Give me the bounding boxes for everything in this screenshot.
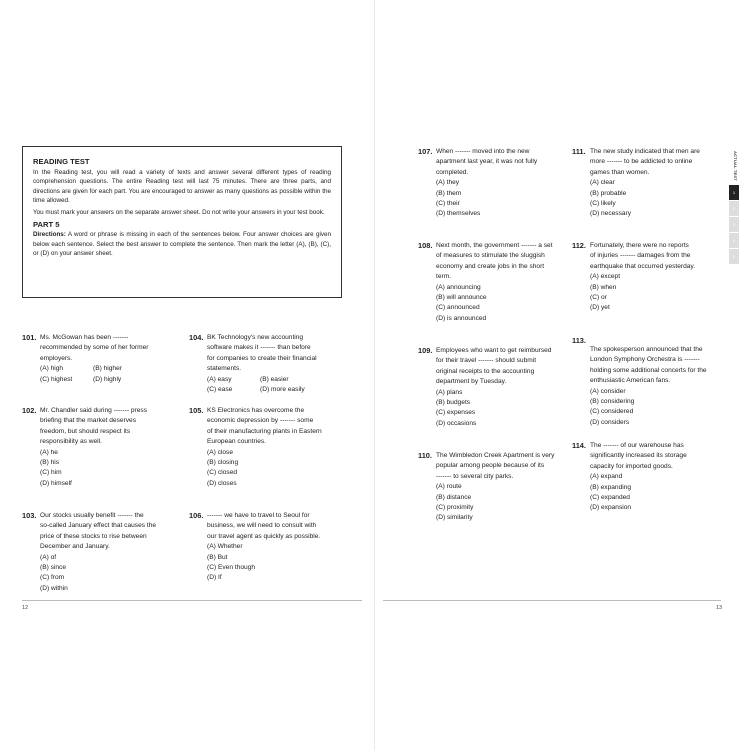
- option-c[interactable]: (C) highest: [40, 375, 73, 383]
- question-line: original receipts to the accounting: [436, 367, 535, 375]
- question-number: 108.: [418, 241, 433, 250]
- option-a[interactable]: (A) easy: [207, 375, 232, 383]
- question-line: for their travel ------- should submit: [436, 357, 537, 365]
- option-b[interactable]: (B) since: [40, 564, 67, 572]
- question-line: employers.: [40, 354, 73, 362]
- part-heading: PART 5: [33, 220, 60, 230]
- question-line: economy and create jobs in the short: [436, 262, 545, 270]
- question-number: 110.: [418, 451, 432, 460]
- question-line: London Symphony Orchestra is -------: [590, 356, 700, 364]
- option-a[interactable]: (A) he: [40, 448, 58, 456]
- option-b[interactable]: (B) budgets: [436, 399, 471, 407]
- option-c[interactable]: (C) expanded: [590, 494, 630, 502]
- option-c[interactable]: (C) ease: [207, 386, 233, 394]
- question-line: our travel agent as quickly as possible.: [207, 532, 321, 540]
- question-line: BK Technology's new accounting: [207, 334, 304, 341]
- question-line: price of these stocks to rise between: [40, 532, 147, 540]
- option-c[interactable]: (C) Even though: [207, 564, 256, 572]
- question-line: enthusiastic American fans.: [590, 377, 671, 385]
- question-line: The ------- of our warehouse has: [590, 442, 684, 449]
- question-line: more ------- to be addicted to online: [590, 158, 693, 166]
- question-line: of their manufacturing plants in Eastern: [207, 427, 322, 435]
- question-number: 109.: [418, 346, 433, 355]
- footer-rule: [383, 600, 721, 601]
- option-c[interactable]: (C) proximity: [436, 504, 474, 512]
- option-b[interactable]: (B) considering: [590, 398, 635, 406]
- page-number: 12: [22, 605, 29, 611]
- question-number: 101.: [22, 333, 37, 342]
- section-tab-label: ACTUAL TEST: [733, 151, 738, 181]
- option-b[interactable]: (B) will announce: [436, 294, 487, 302]
- option-a[interactable]: (A) announcing: [436, 283, 481, 291]
- option-c[interactable]: (C) likely: [590, 200, 616, 208]
- option-a[interactable]: (A) they: [436, 179, 460, 187]
- right-page: [375, 0, 750, 750]
- question-number: 104.: [189, 333, 204, 342]
- instructions-paragraph-1: In the Reading test, you will read a variety of texts and answer several different types of reading comprehension questions. The entire Reading test will last 75 minutes. There are three parts, and directions are given for each part. You are encouraged to answer as many questions as possible within the time allowed.: [33, 169, 331, 204]
- option-d[interactable]: (D) within: [40, 584, 68, 592]
- option-d[interactable]: (D) highly: [93, 375, 122, 383]
- directions-text: [33, 230, 331, 258]
- option-c[interactable]: (C) their: [436, 200, 460, 208]
- option-d[interactable]: (D) more easily: [260, 386, 305, 394]
- question-line: December and January.: [40, 543, 110, 551]
- question-number: 112.: [572, 241, 586, 250]
- option-b[interactable]: (B) higher: [93, 365, 122, 373]
- question-line: recommended by some of her former: [40, 344, 149, 352]
- instructions-box: [22, 146, 342, 298]
- option-c[interactable]: (C) announced: [436, 304, 480, 312]
- instructions-paragraph-2: You must mark your answers on the separate answer sheet. Do not write your answers in your test book.: [33, 209, 325, 217]
- option-b[interactable]: (B) expanding: [590, 483, 632, 491]
- question-number: 102.: [22, 406, 37, 415]
- question-line: Next month, the government ------- a set: [436, 242, 553, 249]
- question-line: completed.: [436, 168, 469, 176]
- question-number: 106.: [189, 511, 204, 520]
- option-a[interactable]: (A) clear: [590, 179, 615, 187]
- question-line: ------- we have to travel to Seoul for: [207, 512, 310, 519]
- question-line: department by Tuesday.: [436, 378, 507, 386]
- question-line: apartment last year, it was not fully: [436, 158, 538, 166]
- question-line: economic depression by ------- some: [207, 417, 314, 425]
- option-a[interactable]: (A) expand: [590, 473, 623, 481]
- option-c[interactable]: (C) him: [40, 469, 62, 477]
- option-b[interactable]: (B) closing: [207, 459, 239, 467]
- question-line: so-called January effect that causes the: [40, 522, 157, 530]
- option-d[interactable]: (D) similarity: [436, 514, 473, 522]
- option-d[interactable]: (D) occasions: [436, 419, 477, 427]
- question-number: 105.: [189, 406, 204, 415]
- question-line: Ms. McGowan has been -------: [40, 334, 129, 341]
- option-b[interactable]: (B) when: [590, 283, 617, 291]
- question-number: 114.: [572, 441, 586, 450]
- option-b[interactable]: (B) them: [436, 189, 462, 197]
- option-d[interactable]: (D) If: [207, 574, 222, 582]
- section-tab-item-3[interactable]: 3: [729, 217, 739, 232]
- question-line: of measures to stimulate the sluggish: [436, 252, 545, 260]
- option-c[interactable]: (C) considered: [590, 408, 634, 416]
- option-d[interactable]: (D) is announced: [436, 314, 487, 322]
- option-a[interactable]: (A) route: [436, 483, 462, 491]
- question-line: ------- to several city parks.: [436, 472, 514, 480]
- question-line: business, we will need to consult with: [207, 522, 317, 530]
- section-tab-item-2[interactable]: 2: [729, 201, 739, 216]
- question-line: responsibility as well.: [40, 438, 102, 446]
- option-d[interactable]: (D) themselves: [436, 210, 481, 218]
- option-a[interactable]: (A) Whether: [207, 543, 243, 551]
- page-number: 13: [716, 605, 723, 611]
- question-number: 107.: [418, 147, 433, 156]
- section-tab-item-4[interactable]: 4: [729, 233, 739, 248]
- question-line: capacity for imported goods.: [590, 462, 673, 470]
- section-tab-item-1[interactable]: 1: [729, 185, 739, 200]
- option-c[interactable]: (C) expenses: [436, 409, 476, 417]
- reading-test-title: READING TEST: [33, 157, 90, 166]
- question-line: KS Electronics has overcome the: [207, 407, 305, 414]
- question-line: Our stocks usually benefit ------- the: [40, 512, 144, 519]
- option-a[interactable]: (A) plans: [436, 388, 463, 396]
- option-a[interactable]: (A) of: [40, 553, 57, 561]
- option-d[interactable]: (D) closes: [207, 479, 237, 487]
- option-b[interactable]: (B) easier: [260, 375, 289, 383]
- question-line: holding some additional concerts for the: [590, 366, 707, 374]
- question-line: significantly increased its storage: [590, 452, 687, 460]
- option-d[interactable]: (D) expansion: [590, 504, 632, 512]
- option-c[interactable]: (C) from: [40, 574, 65, 582]
- question-line: The spokesperson announced that the: [590, 346, 703, 353]
- option-b[interactable]: (B) But: [207, 553, 228, 561]
- option-a[interactable]: (A) high: [40, 365, 64, 373]
- question-line: software makes it ------- than before: [207, 344, 311, 352]
- question-line: earthquake that occurred yesterday.: [590, 262, 696, 270]
- option-b[interactable]: (B) distance: [436, 493, 472, 501]
- question-line: Fortunately, there were no reports: [590, 242, 689, 249]
- question-line: European countries.: [207, 438, 267, 446]
- question-number: 113.: [572, 336, 586, 345]
- option-d[interactable]: (D) necessary: [590, 210, 632, 218]
- option-b[interactable]: (B) his: [40, 459, 60, 467]
- directions-label: Directions:: [33, 231, 66, 239]
- question-number: 103.: [22, 511, 37, 520]
- question-line: for companies to create their financial: [207, 354, 317, 362]
- question-line: of injuries ------- damages from the: [590, 252, 691, 260]
- option-d[interactable]: (D) himself: [40, 479, 72, 487]
- question-line: term.: [436, 273, 452, 281]
- option-d[interactable]: (D) yet: [590, 304, 610, 312]
- footer-rule: [22, 600, 362, 601]
- question-line: The Wimbledon Creek Apartment is very: [436, 452, 555, 459]
- option-a[interactable]: (A) close: [207, 448, 234, 456]
- option-a[interactable]: (A) except: [590, 273, 621, 281]
- option-a[interactable]: (A) consider: [590, 387, 626, 395]
- option-b[interactable]: (B) probable: [590, 189, 627, 197]
- question-line: Mr. Chandler said during ------- press: [40, 407, 147, 414]
- question-line: popular among people because of its: [436, 462, 545, 470]
- question-line: briefing that the market deserves: [40, 417, 137, 425]
- option-c[interactable]: (C) closed: [207, 469, 238, 477]
- directions-body: A word or phrase is missing in each of the sentences below. Four answer choices are given below each sentence. Select the best answer to complete the sentence. Then mark the letter (A), (B), (C), or (D) on your answer sheet.: [33, 231, 331, 258]
- section-tab-item-5[interactable]: 5: [729, 249, 739, 264]
- option-c[interactable]: (C) or: [590, 294, 607, 302]
- question-line: statements.: [207, 365, 242, 373]
- question-number: 111.: [572, 147, 586, 156]
- option-d[interactable]: (D) considers: [590, 418, 630, 426]
- question-line: games than women.: [590, 168, 650, 176]
- question-line: freedom, but should respect its: [40, 427, 131, 435]
- question-line: The new study indicated that men are: [590, 148, 700, 155]
- question-line: Employees who want to get reimbursed: [436, 347, 552, 354]
- question-line: When ------- moved into the new: [436, 148, 530, 155]
